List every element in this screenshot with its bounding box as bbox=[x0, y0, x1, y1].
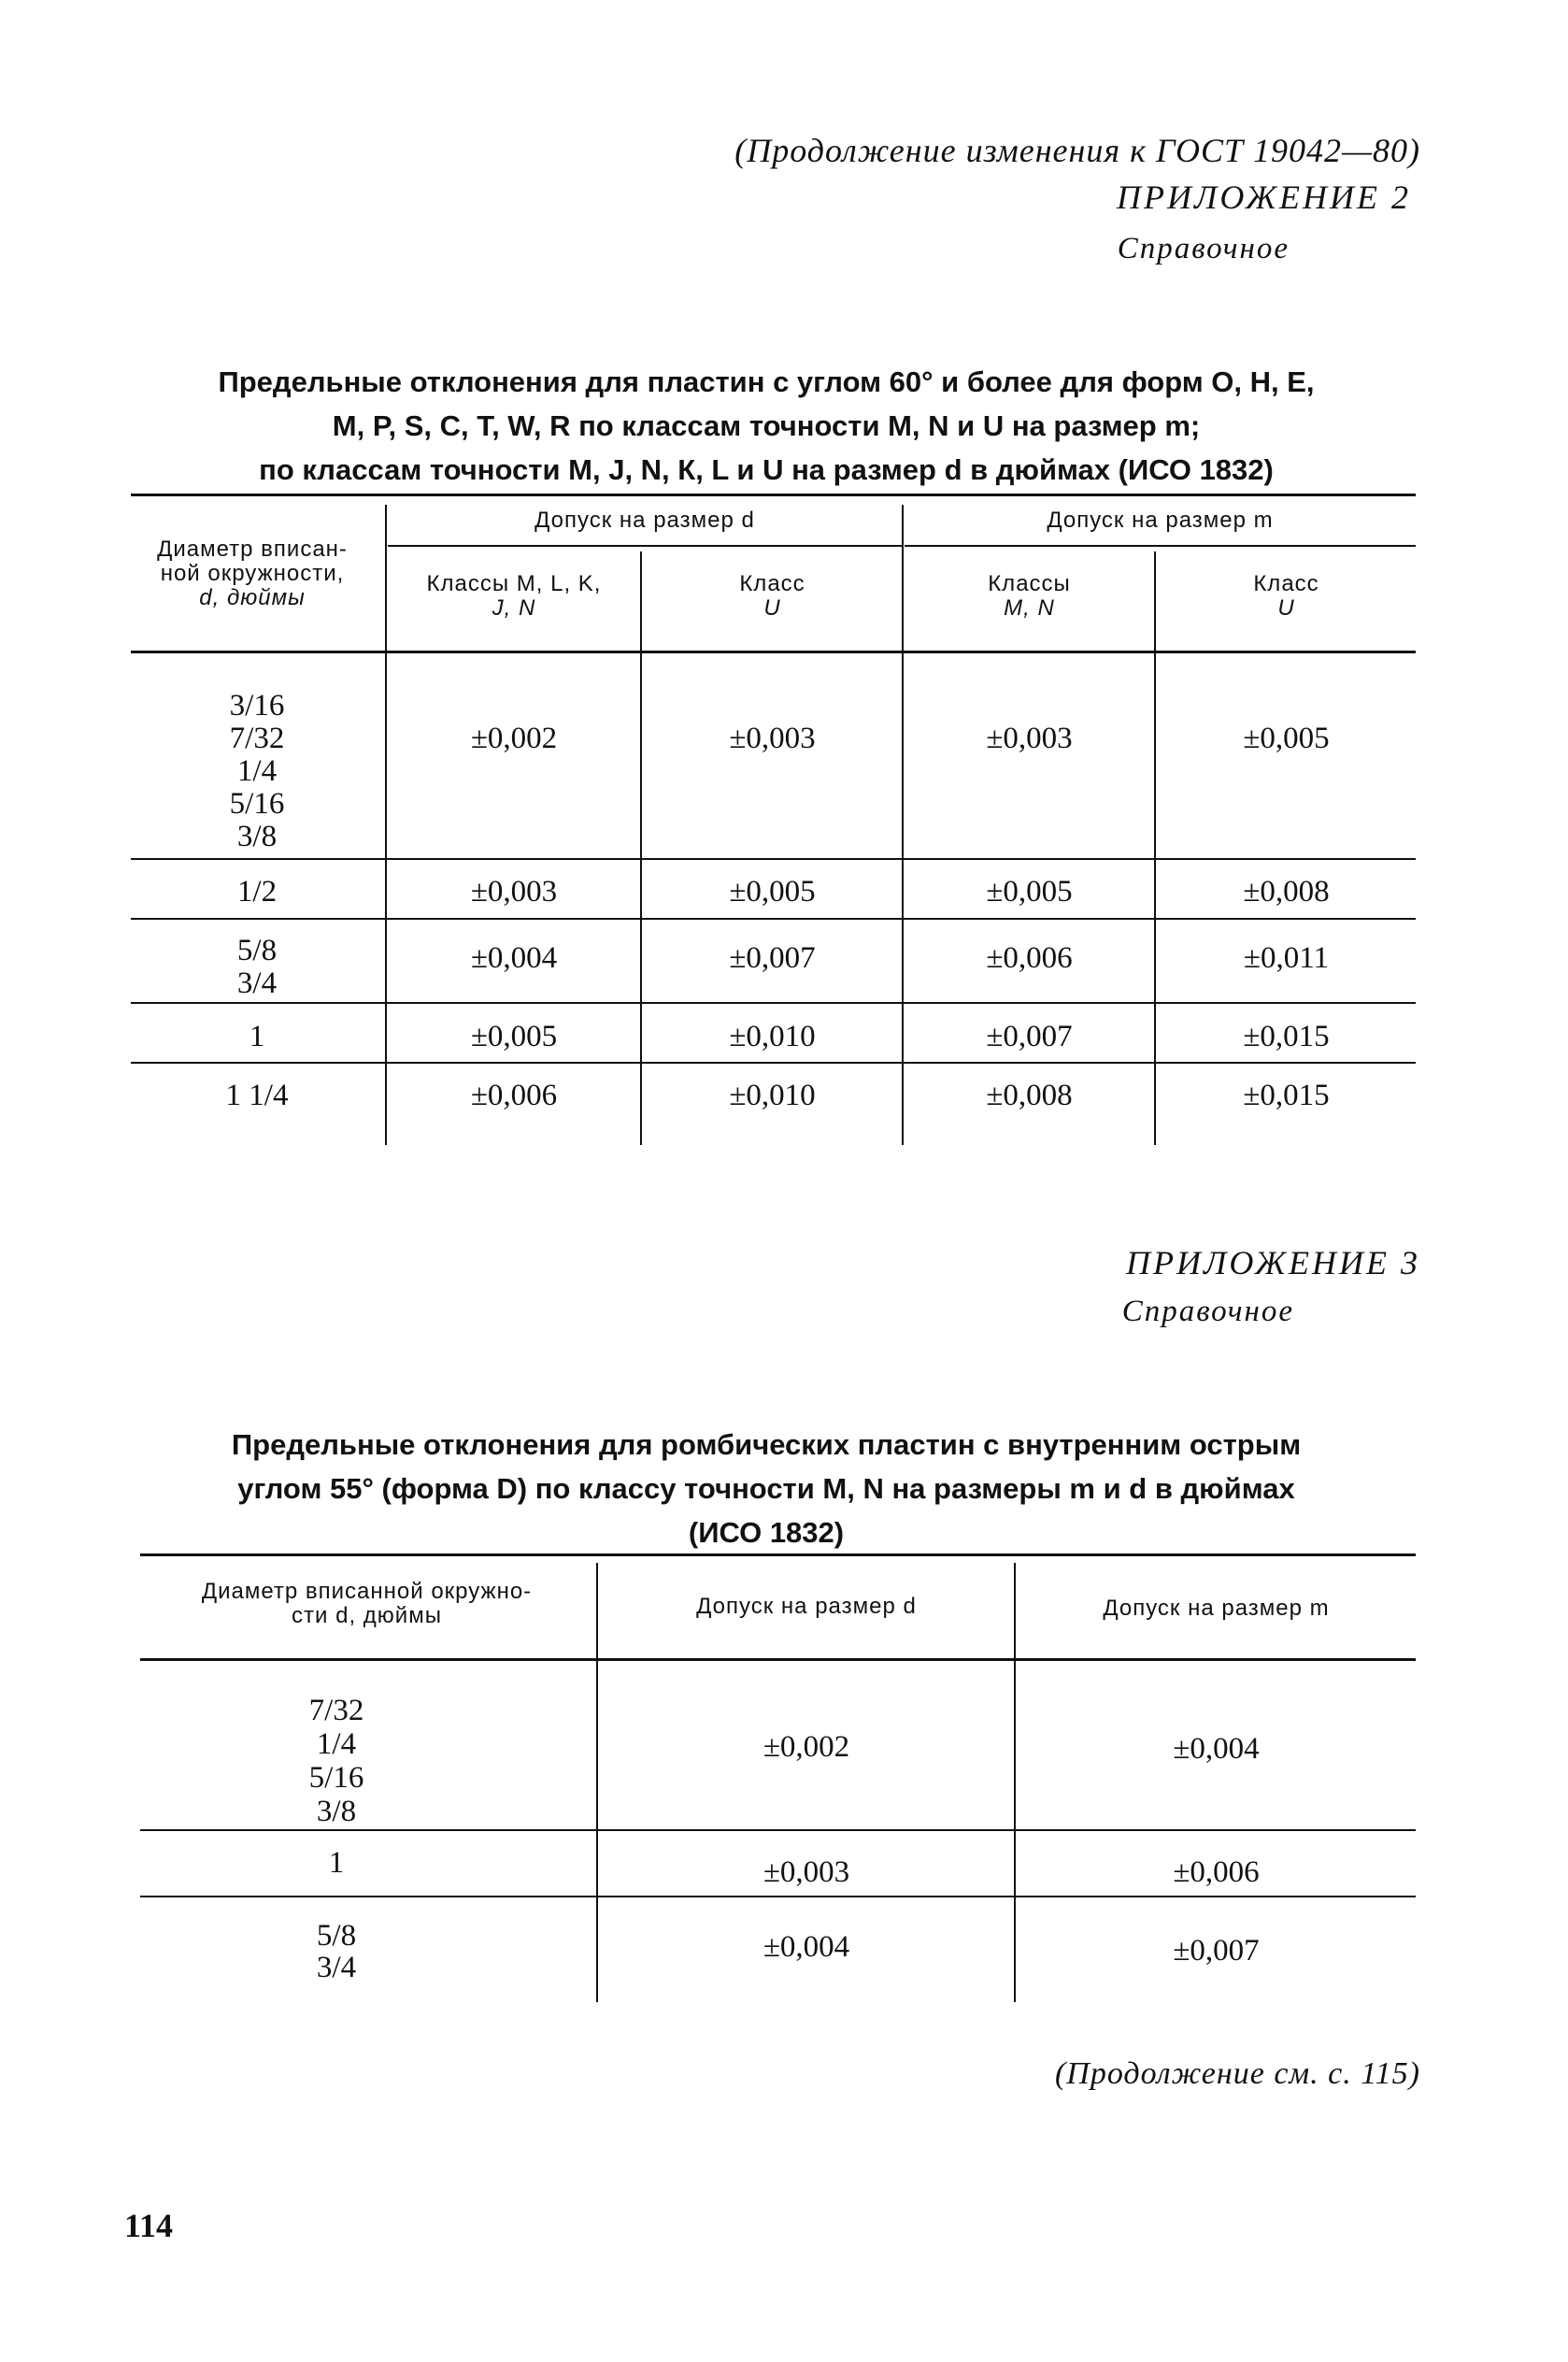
table2-header-rule bbox=[140, 1658, 1416, 1661]
header-line: Диаметр вписанной окружно- bbox=[201, 1579, 533, 1604]
table1-subcol-header bbox=[905, 572, 1154, 621]
table1-cell: ±0,003 bbox=[986, 722, 1073, 755]
table1-row-rule bbox=[131, 1002, 1416, 1004]
table1-row5-diameters bbox=[131, 1080, 383, 1112]
header-line: Класс bbox=[739, 571, 805, 596]
table1-group-d-header: Допуск на размер d bbox=[535, 508, 755, 533]
table1-cell: ±0,003 bbox=[729, 722, 816, 755]
table1-group-m-rule bbox=[905, 545, 1416, 547]
table1-col-rule bbox=[385, 505, 387, 1145]
table1-cell: ±0,002 bbox=[470, 722, 558, 755]
diameter-value: 3/16 bbox=[229, 689, 285, 723]
table2-title bbox=[112, 1423, 1420, 1554]
table2-row2-diameters bbox=[140, 1847, 533, 1880]
table1-cell: ±0,007 bbox=[986, 1020, 1073, 1053]
diameter-value: 5/8 bbox=[316, 1919, 357, 1953]
page-number: 114 bbox=[124, 2207, 174, 2244]
table1-subcol-header bbox=[1157, 572, 1416, 621]
header-line: Классы bbox=[988, 571, 1071, 596]
diameter-value: 3/8 bbox=[236, 820, 278, 853]
table1-cell: ±0,015 bbox=[1243, 1020, 1330, 1053]
diameter-value: 3/4 bbox=[316, 1951, 357, 1984]
table1-cell: ±0,008 bbox=[1243, 875, 1330, 909]
table1-group-d-rule bbox=[388, 545, 902, 547]
table1-col-rule bbox=[1154, 551, 1156, 1145]
diameter-value: 1 bbox=[249, 1020, 265, 1053]
table1-row3-diameters bbox=[131, 935, 383, 1000]
table1-row-rule bbox=[131, 858, 1416, 860]
header-line: J, N bbox=[492, 595, 536, 621]
diameter-value: 3/4 bbox=[236, 966, 278, 1000]
table1-row-rule bbox=[131, 1062, 1416, 1064]
diameter-value: 5/16 bbox=[229, 787, 285, 821]
table1-cell: ±0,005 bbox=[470, 1020, 558, 1053]
table1-row-rule bbox=[131, 918, 1416, 920]
table1-cell: ±0,004 bbox=[470, 941, 558, 975]
table1-row1-diameters bbox=[131, 690, 383, 853]
table2-row1-diameters bbox=[140, 1694, 533, 1828]
table2-cell: ±0,004 bbox=[763, 1930, 850, 1964]
table2-cell: ±0,002 bbox=[763, 1730, 850, 1764]
header-line: сти d, дюймы bbox=[292, 1603, 442, 1628]
continuation-header: (Продолжение изменения к ГОСТ 19042—80) bbox=[734, 132, 1420, 169]
table1-row4-diameters bbox=[131, 1021, 383, 1053]
table1-cell: ±0,010 bbox=[729, 1020, 816, 1053]
table1-cell: ±0,007 bbox=[729, 941, 816, 975]
table1-col-rule bbox=[902, 505, 904, 1145]
table1-title-line: Предельные отклонения для пластин с углом 60° и более для форм О, Н, Е, bbox=[218, 365, 1315, 398]
diameter-value: 5/16 bbox=[308, 1761, 364, 1795]
diameter-value: 1/4 bbox=[236, 754, 278, 788]
header-line: M, N bbox=[1004, 595, 1055, 621]
table2-row-rule bbox=[140, 1896, 1416, 1897]
table1-col-rule bbox=[640, 551, 642, 1145]
table2-row-rule bbox=[140, 1829, 1416, 1831]
table1-cell: ±0,011 bbox=[1243, 941, 1330, 975]
table1-row2-diameters bbox=[131, 876, 383, 909]
table1-title bbox=[112, 360, 1420, 492]
table2-cell: ±0,007 bbox=[1173, 1934, 1260, 1968]
header-line: ной окружности, bbox=[160, 561, 345, 586]
appendix-3-reference: Справочное bbox=[1121, 1295, 1294, 1328]
table2-row3-diameters bbox=[140, 1920, 533, 1983]
table1-cell: ±0,008 bbox=[986, 1079, 1073, 1112]
diameter-value: 1 bbox=[328, 1846, 345, 1880]
table2-title-line: (ИСО 1832) bbox=[688, 1516, 845, 1549]
table1-subcol-header bbox=[388, 572, 640, 621]
table2-cell: ±0,003 bbox=[763, 1855, 850, 1889]
table1-header-rule bbox=[131, 651, 1416, 653]
table1-cell: ±0,006 bbox=[986, 941, 1073, 975]
table1-top-rule bbox=[131, 494, 1416, 496]
table1-cell: ±0,005 bbox=[986, 875, 1073, 909]
diameter-value: 1/2 bbox=[236, 875, 278, 909]
table2-cell: ±0,004 bbox=[1173, 1732, 1260, 1766]
header-line: U bbox=[763, 595, 781, 621]
table2-m-header: Допуск на размер m bbox=[1103, 1596, 1330, 1621]
table1-title-line: M, P, S, С, Т, W, R по классам точности M, N и U на размер m; bbox=[332, 409, 1201, 442]
table2-d-header: Допуск на размер d bbox=[696, 1594, 917, 1619]
header-line: U bbox=[1277, 595, 1295, 621]
table2-title-line: Предельные отклонения для ромбических пластин с внутренним острым bbox=[231, 1428, 1302, 1461]
continuation-footer: (Продолжение см. с. 115) bbox=[1054, 2056, 1420, 2091]
table1-cell: ±0,006 bbox=[470, 1079, 558, 1112]
header-line: Классы M, L, K, bbox=[426, 571, 602, 596]
header-line: Класс bbox=[1253, 571, 1319, 596]
header-line: Диаметр вписан- bbox=[157, 537, 348, 562]
diameter-value: 3/8 bbox=[316, 1795, 357, 1828]
diameter-value: 1 1/4 bbox=[225, 1079, 289, 1112]
table1-cell: ±0,005 bbox=[729, 875, 816, 909]
diameter-value: 7/32 bbox=[229, 722, 285, 755]
table1-cell: ±0,015 bbox=[1243, 1079, 1330, 1112]
table1-cell: ±0,010 bbox=[729, 1079, 816, 1112]
diameter-value: 7/32 bbox=[308, 1694, 364, 1727]
table1-diameter-header bbox=[121, 537, 383, 610]
table2-diameter-header bbox=[140, 1580, 593, 1628]
diameter-value: 1/4 bbox=[316, 1727, 357, 1761]
appendix-3-label: ПРИЛОЖЕНИЕ 3 bbox=[1126, 1244, 1420, 1281]
table2-title-line: углом 55° (форма D) по классу точности M, N на размеры m и d в дюймах bbox=[237, 1472, 1295, 1505]
appendix-2-label: ПРИЛОЖЕНИЕ 2 bbox=[1117, 179, 1411, 216]
table1-subcol-header bbox=[643, 572, 902, 621]
table1-group-m-header: Допуск на размер m bbox=[1047, 508, 1274, 533]
table2-top-rule bbox=[140, 1553, 1416, 1556]
table1-title-line: по классам точности М, J, N, К, L и U на размер d в дюймах (ИСО 1832) bbox=[259, 453, 1274, 486]
table2-col-rule bbox=[1014, 1563, 1016, 2002]
diameter-value: 5/8 bbox=[236, 934, 278, 967]
table1-cell: ±0,003 bbox=[470, 875, 558, 909]
header-line: d, дюймы bbox=[199, 585, 306, 610]
table1-cell: ±0,005 bbox=[1243, 722, 1330, 755]
table2-cell: ±0,006 bbox=[1173, 1855, 1260, 1889]
appendix-2-reference: Справочное bbox=[1117, 232, 1290, 265]
table2-col-rule bbox=[596, 1563, 598, 2002]
